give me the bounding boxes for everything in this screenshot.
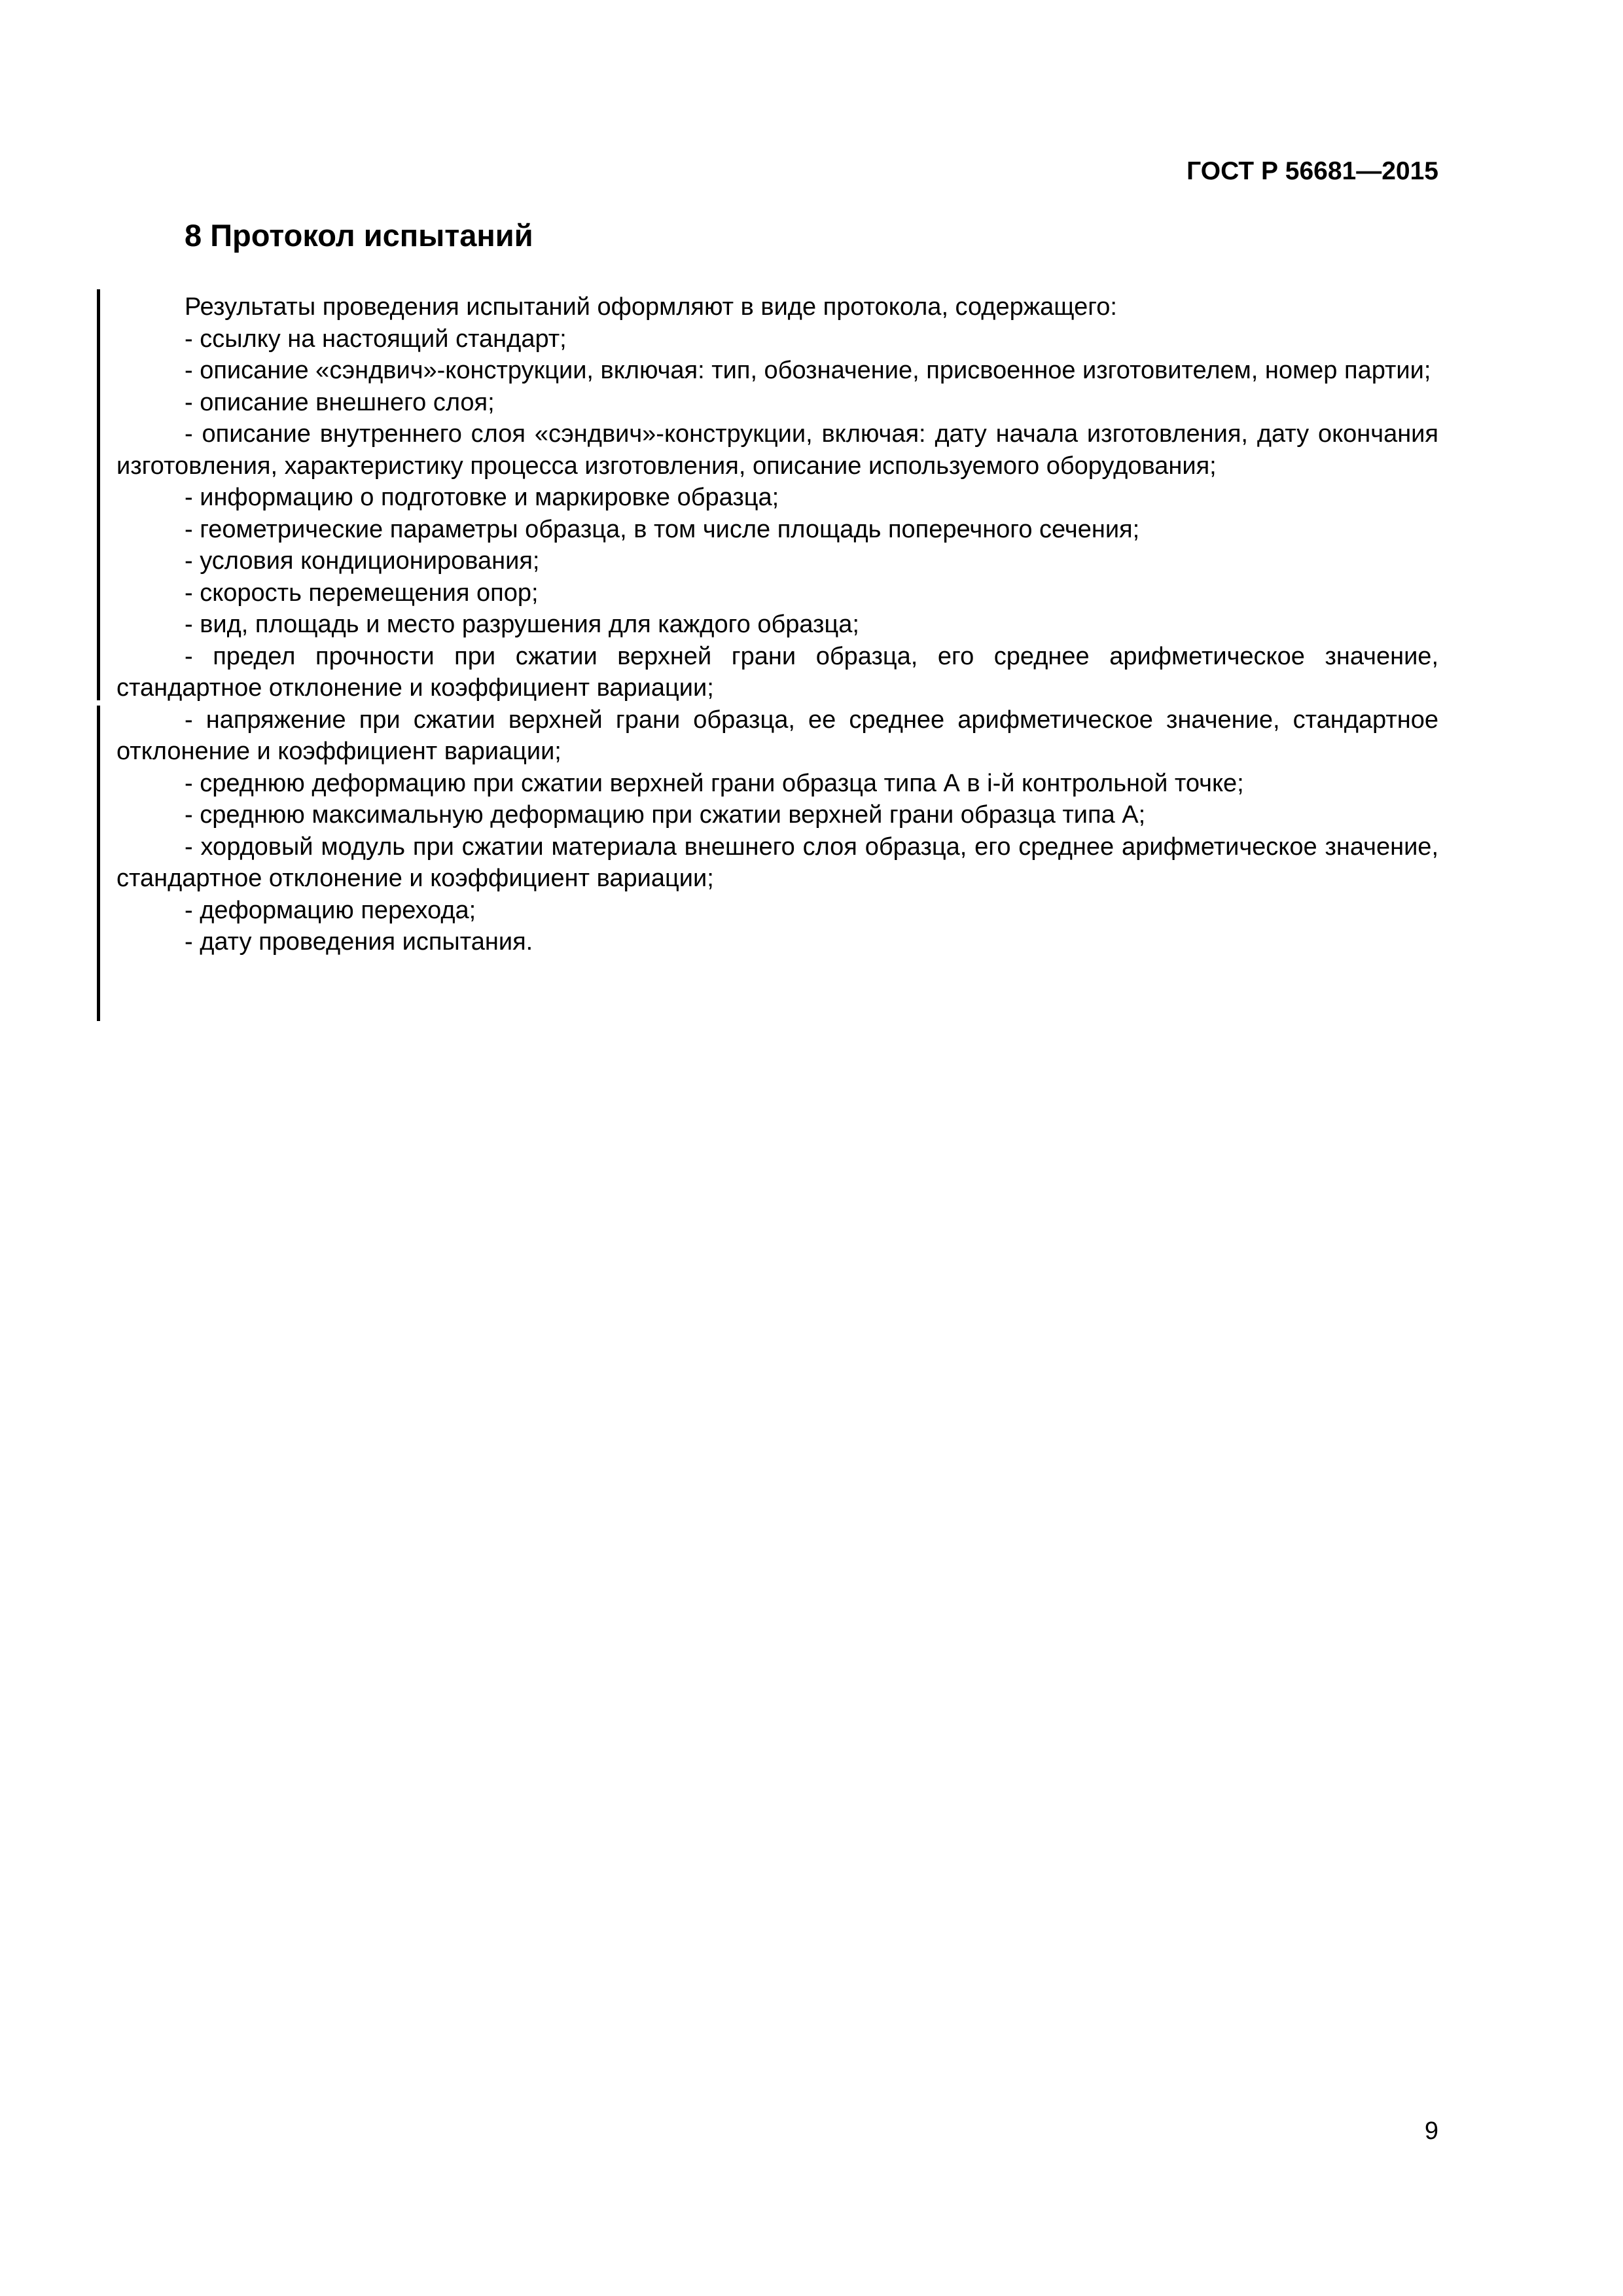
list-item: - хордовый модуль при сжатии материала внешнего слоя образца, его среднее арифметическое значение, стандартное отклонение и коэффициент вариации; (116, 833, 1438, 892)
list-item: - информацию о подготовке и маркировке образца; (185, 484, 779, 511)
list-item: - среднюю максимальную деформацию при сжатии верхней грани образца типа А; (185, 801, 1146, 829)
list-item: - скорость перемещения опор; (185, 579, 539, 607)
list-item: - предел прочности при сжатии верхней грани образца, его среднее арифметическое значение, стандартное отклонение и коэффициент вариации; (116, 642, 1438, 702)
revision-bar (97, 706, 100, 764)
revision-bar (97, 289, 100, 700)
list-item: - геометрические параметры образца, в том числе площадь поперечного сечения; (185, 515, 1140, 543)
page-number: 9 (1424, 2117, 1438, 2145)
list-item: - описание внешнего слоя; (185, 388, 495, 416)
list-item: - описание внутреннего слоя «сэндвич»-конструкции, включая: дату начала изготовления, дату окончания изготовления, характеристику процесса изготовления, описание используемого оборудования; (116, 420, 1438, 480)
document-code-header: ГОСТ Р 56681—2015 (1186, 157, 1438, 185)
list-item: - среднюю деформацию при сжатии верхней грани образца типа А в i-й контрольной точке; (185, 769, 1244, 797)
intro-paragraph: Результаты проведения испытаний оформляют в виде протокола, содержащего: (185, 293, 1117, 321)
list-item: - описание «сэндвич»-конструкции, включая: тип, обозначение, присвоенное изготовителем, номер партии; (185, 357, 1431, 384)
section-body (116, 291, 1438, 958)
list-item: - деформацию перехода; (185, 896, 476, 924)
revision-bar (97, 764, 100, 1021)
list-item: - условия кондиционирования; (185, 547, 540, 575)
list-item: - ссылку на настоящий стандарт; (185, 325, 567, 353)
section-title: 8 Протокол испытаний (185, 218, 533, 253)
list-item: - дату проведения испытания. (185, 928, 533, 956)
list-item: - вид, площадь и место разрушения для каждого образца; (185, 611, 859, 638)
list-item: - напряжение при сжатии верхней грани образца, ее среднее арифметическое значение, стандартное отклонение и коэффициент вариации; (116, 706, 1438, 765)
